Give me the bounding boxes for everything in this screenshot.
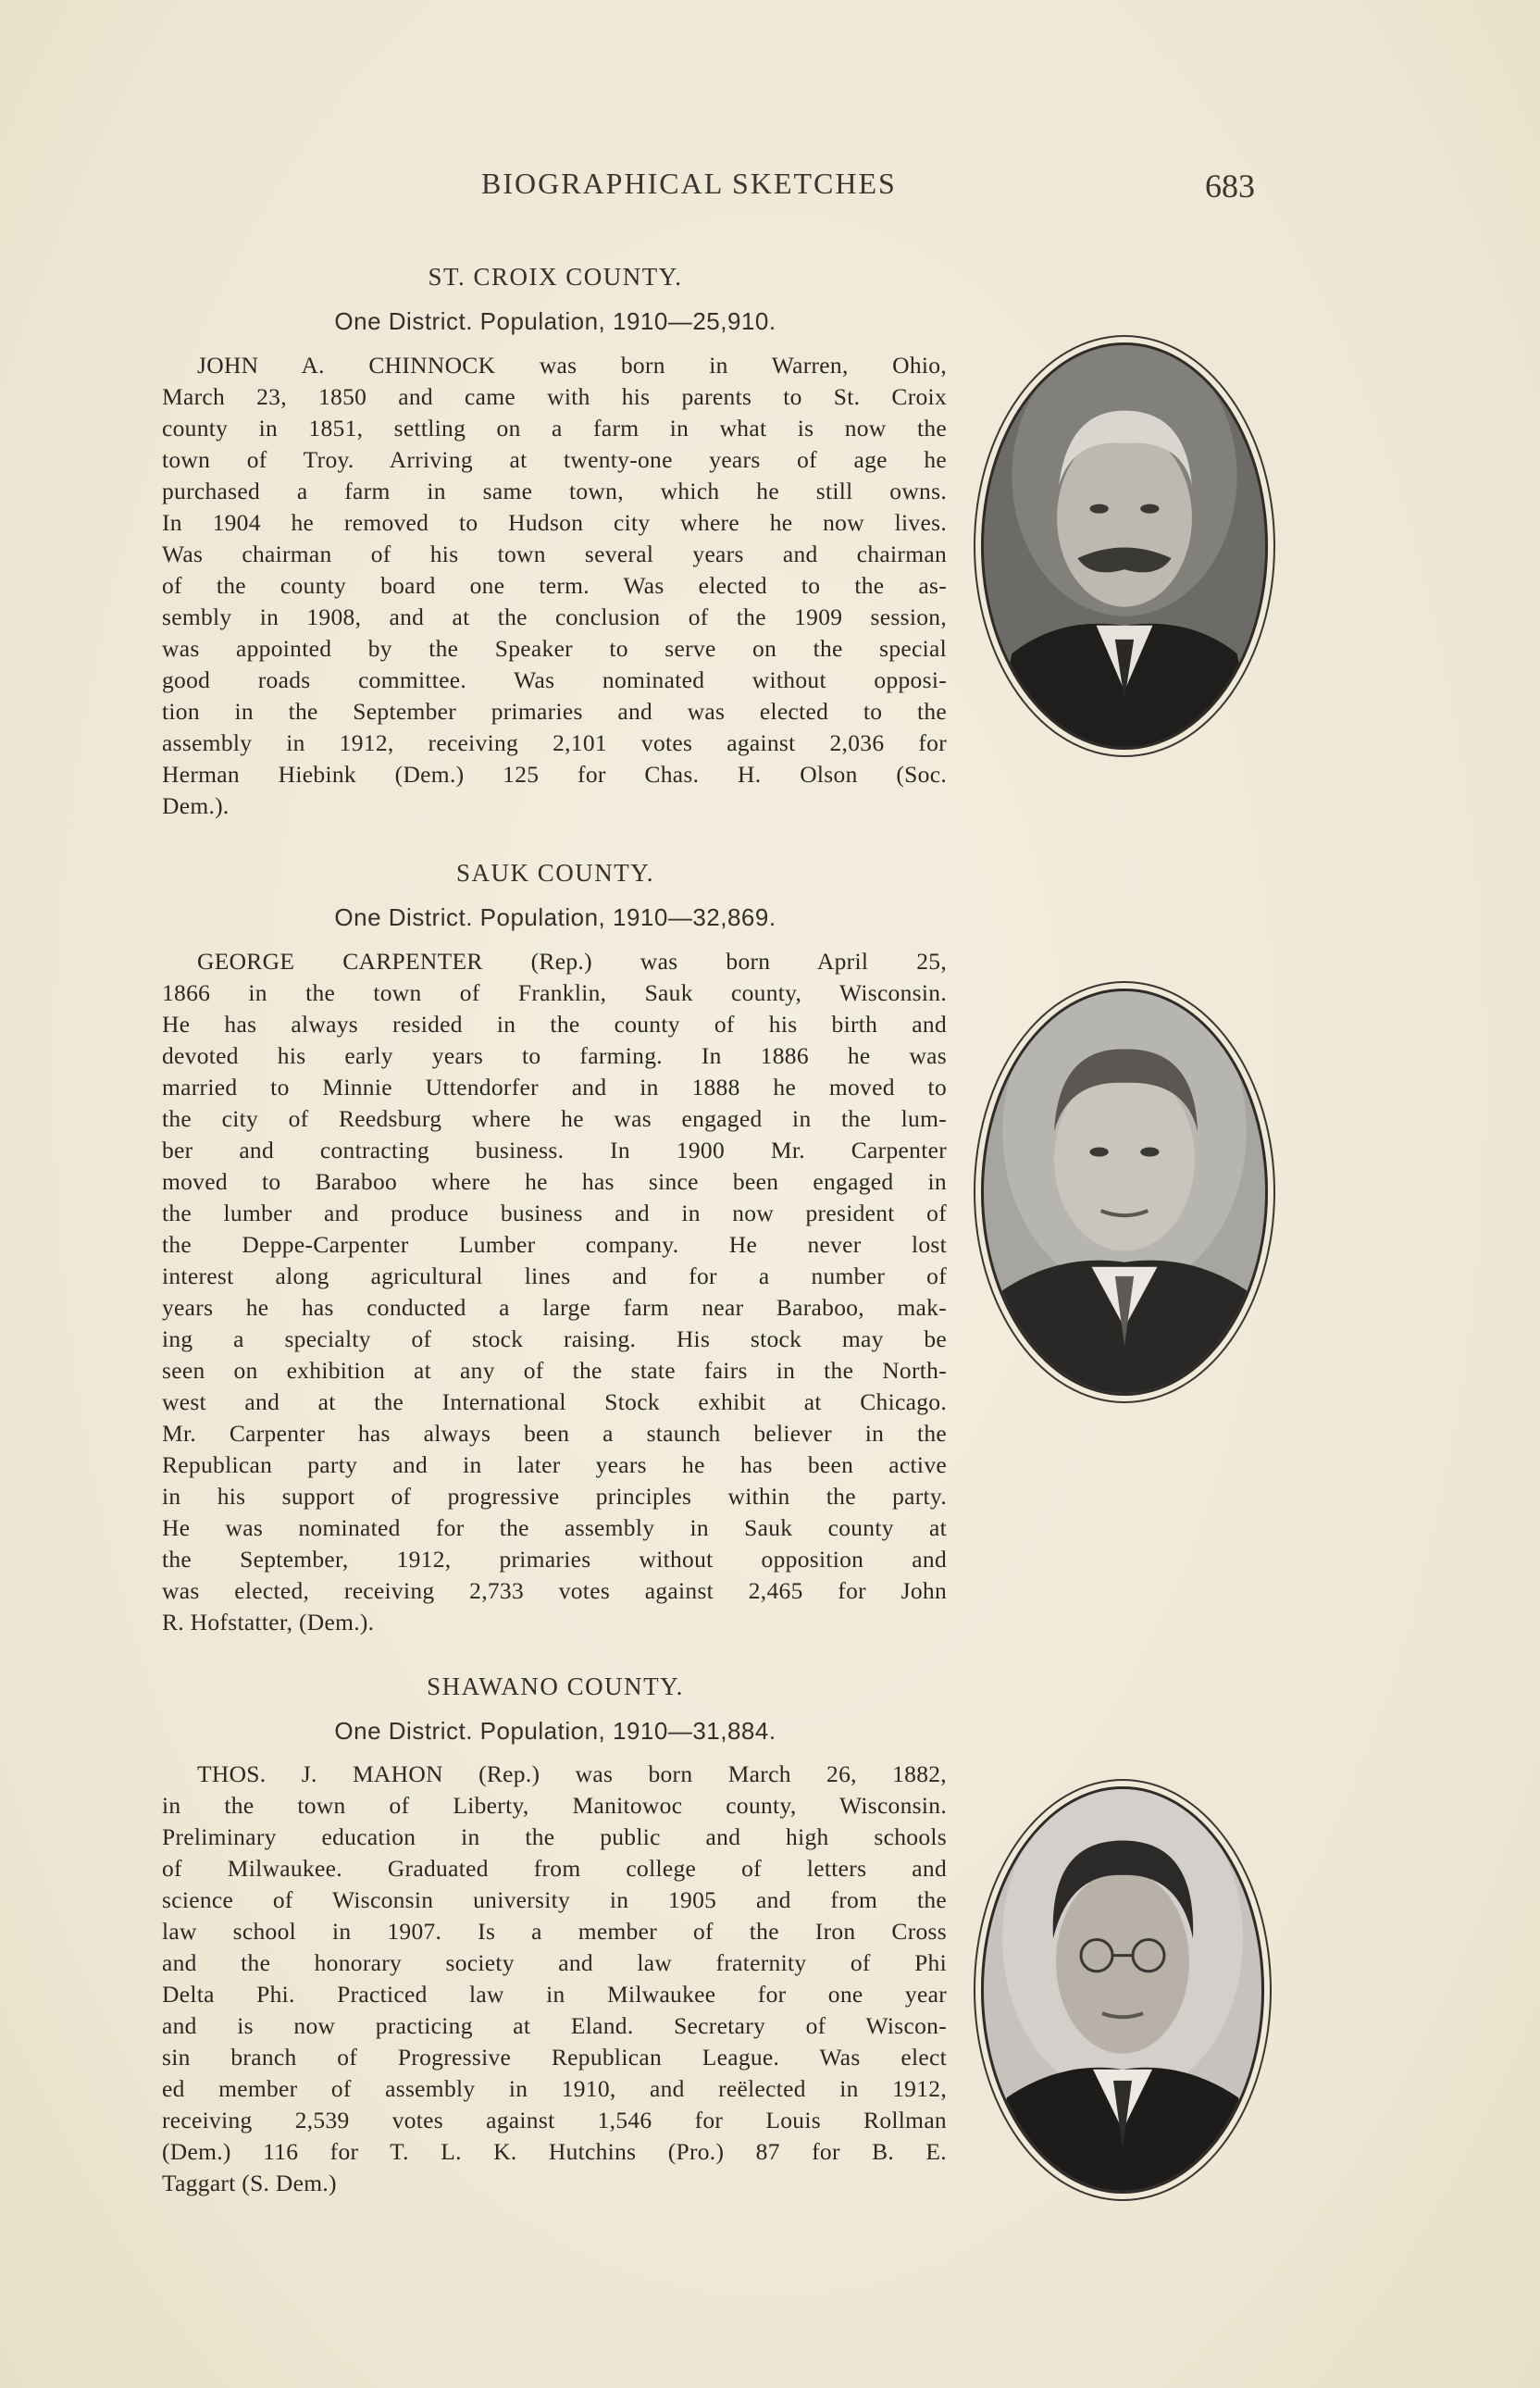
bio-line: devoted his early years to farming. In 1886 he was xyxy=(162,1042,947,1069)
bio-line: was elected, receiving 2,733 votes against 2,465 for John xyxy=(162,1577,947,1604)
bio-line: He has always resided in the county of his birth and xyxy=(162,1011,947,1038)
district-line-sauk: One District. Population, 1910—32,869. xyxy=(334,903,776,931)
bio-line: and is now practicing at Eland. Secretary of Wiscon- xyxy=(162,2012,947,2039)
running-head: BIOGRAPHICAL SKETCHES xyxy=(481,167,897,200)
bio-line: the lumber and produce business and in now president of xyxy=(162,1200,947,1226)
bio-line: Preliminary education in the public and high schools xyxy=(162,1823,947,1850)
bio-line: He was nominated for the assembly in Sauk county at xyxy=(162,1514,947,1541)
bio-line: county in 1851, settling on a farm in what is now the xyxy=(162,415,947,442)
bio-line: In 1904 he removed to Hudson city where he now lives. xyxy=(162,509,947,536)
biography-carpenter xyxy=(162,946,947,1638)
bio-line: west and at the International Stock exhibit at Chicago. xyxy=(162,1388,947,1415)
bio-line: law school in 1907. Is a member of the Iron Cross xyxy=(162,1918,947,1945)
bio-line: (Dem.) 116 for T. L. K. Hutchins (Pro.) 87 for B. E. xyxy=(162,2138,947,2165)
district-line-shawano: One District. Population, 1910—31,884. xyxy=(334,1717,776,1745)
county-heading-st-croix: ST. CROIX COUNTY. xyxy=(428,263,683,291)
bio-line: ber and contracting business. In 1900 Mr. Carpenter xyxy=(162,1137,947,1163)
bio-line: Was chairman of his town several years and chairman xyxy=(162,541,947,567)
bio-line: ed member of assembly in 1910, and reëlected in 1912, xyxy=(162,2075,947,2102)
bio-line: the Deppe-Carpenter Lumber company. He never lost xyxy=(162,1231,947,1258)
bio-line: Taggart (S. Dem.) xyxy=(162,2170,337,2196)
county-heading-sauk: SAUK COUNTY. xyxy=(455,859,655,887)
bio-line: of Milwaukee. Graduated from college of letters and xyxy=(162,1855,947,1882)
bio-line: science of Wisconsin university in 1905 and from the xyxy=(162,1886,947,1913)
bio-line: was appointed by the Speaker to serve on the special xyxy=(162,635,947,662)
bio-line: moved to Baraboo where he has since been engaged in xyxy=(162,1168,947,1195)
bio-line: tion in the September primaries and was elected to the xyxy=(162,698,947,725)
biography-mahon xyxy=(162,1759,947,2199)
bio-line: GEORGE CARPENTER (Rep.) was born April 25, xyxy=(197,948,947,975)
bio-line: interest along agricultural lines and for a number of xyxy=(162,1262,947,1289)
bio-line: in the town of Liberty, Manitowoc county, Wisconsin. xyxy=(162,1792,947,1819)
bio-line: Delta Phi. Practiced law in Milwaukee for one year xyxy=(162,1981,947,2008)
bio-line: JOHN A. CHINNOCK was born in Warren, Ohio, xyxy=(197,352,947,379)
bio-line: of the county board one term. Was elected to the as- xyxy=(162,572,947,599)
bio-line: the September, 1912, primaries without opposition and xyxy=(162,1546,947,1573)
bio-line: Mr. Carpenter has always been a staunch believer in the xyxy=(162,1420,947,1447)
bio-line: the city of Reedsburg where he was engaged in the lum- xyxy=(162,1105,947,1132)
portrait-carpenter xyxy=(981,989,1268,1396)
bio-line: good roads committee. Was nominated without opposi- xyxy=(162,666,947,693)
bio-line: ing a specialty of stock raising. His stock may be xyxy=(162,1325,947,1352)
bio-line: assembly in 1912, receiving 2,101 votes against 2,036 for xyxy=(162,729,947,756)
portrait-mahon xyxy=(981,1786,1264,2194)
bio-line: married to Minnie Uttendorfer and in 1888 he moved to xyxy=(162,1074,947,1101)
bio-line: sin branch of Progressive Republican League. Was elect xyxy=(162,2044,947,2071)
county-heading-shawano: SHAWANO COUNTY. xyxy=(427,1673,684,1700)
bio-line: R. Hofstatter, (Dem.). xyxy=(162,1609,375,1636)
bio-line: THOS. J. MAHON (Rep.) was born March 26, 1882, xyxy=(197,1760,947,1787)
bio-line: March 23, 1850 and came with his parents to St. Croix xyxy=(162,383,947,410)
portrait-chinnock xyxy=(981,342,1268,750)
bio-line: and the honorary society and law fraternity of Phi xyxy=(162,1949,947,1976)
bio-line: years he has conducted a large farm near Baraboo, mak- xyxy=(162,1294,947,1321)
bio-line: 1866 in the town of Franklin, Sauk county, Wisconsin. xyxy=(162,979,947,1006)
district-line-st-croix: One District. Population, 1910—25,910. xyxy=(334,307,776,335)
bio-line: Dem.). xyxy=(162,792,230,819)
bio-line: seen on exhibition at any of the state fairs in the North- xyxy=(162,1357,947,1384)
bio-line: Republican party and in later years he has been active xyxy=(162,1451,947,1478)
bio-line: purchased a farm in same town, which he still owns. xyxy=(162,478,947,504)
bio-line: in his support of progressive principles within the party. xyxy=(162,1483,947,1510)
bio-line: Herman Hiebink (Dem.) 125 for Chas. H. Olson (Soc. xyxy=(162,761,947,788)
page-number: 683 xyxy=(1205,168,1255,205)
bio-line: receiving 2,539 votes against 1,546 for Louis Rollman xyxy=(162,2107,947,2133)
biography-chinnock xyxy=(162,350,947,822)
bio-line: sembly in 1908, and at the conclusion of the 1909 session, xyxy=(162,603,947,630)
bio-line: town of Troy. Arriving at twenty-one years of age he xyxy=(162,446,947,473)
